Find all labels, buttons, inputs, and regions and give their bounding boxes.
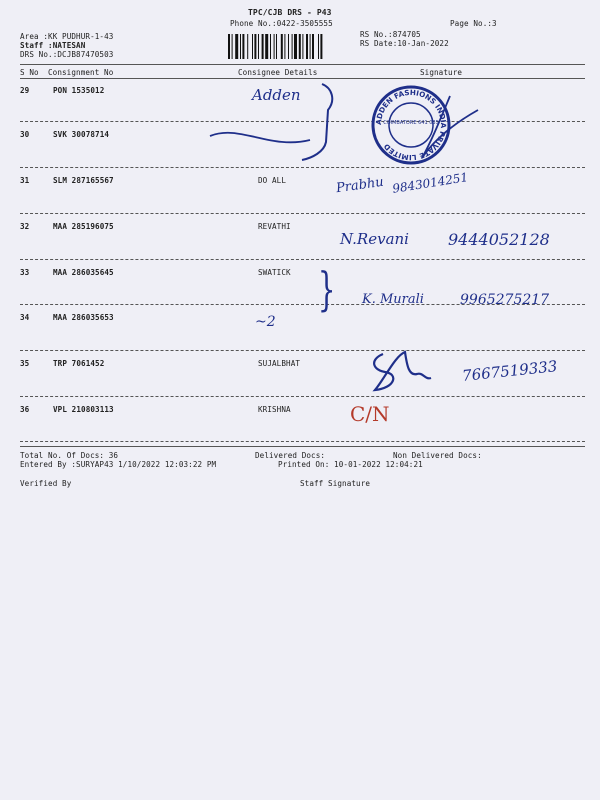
row-divider	[20, 350, 585, 351]
row-sno: 34	[20, 313, 30, 322]
row-divider	[20, 396, 585, 397]
phone-number: Phone No.:0422-3505555	[230, 19, 333, 28]
phone-row-31: 9843014251	[391, 170, 469, 196]
row-divider	[20, 213, 585, 214]
row-consignment: PON 1535012	[53, 86, 105, 95]
row-consignee: REVATHI	[258, 222, 291, 231]
row-consignee: DO ALL	[258, 176, 287, 185]
barcode-bar	[235, 34, 238, 59]
row-consignee: SWATICK	[258, 268, 291, 277]
name-row-33: K. Murali	[362, 292, 424, 307]
brace-icon: }	[317, 262, 336, 316]
barcode-bar	[310, 34, 311, 59]
phone-row-33: 9965275217	[460, 292, 550, 308]
signature-row-35	[365, 348, 435, 396]
footer-rule	[20, 446, 585, 447]
name-row-32: N.Revani	[340, 230, 409, 248]
drs-number: DRS No.:DCJB87470503	[20, 50, 114, 59]
col-s-no: S No	[20, 68, 39, 77]
barcode-bar	[228, 34, 230, 59]
non-delivered-docs: Non Delivered Docs:	[393, 451, 482, 460]
company-stamp	[370, 84, 452, 166]
barcode-bar	[262, 34, 264, 59]
rs-number: RS No.:874705	[360, 30, 421, 39]
barcode-bar	[265, 34, 268, 59]
delivered-docs: Delivered Docs:	[255, 451, 326, 460]
barcode-bar	[299, 34, 301, 59]
barcode-bar	[258, 34, 259, 59]
barcode-bar	[306, 34, 308, 59]
row-consignment: MAA 286035653	[53, 313, 114, 322]
barcode-bar	[242, 34, 244, 59]
barcode-bar	[274, 34, 275, 59]
row-divider	[20, 441, 585, 442]
stamp-inner-text: COIMBATORE 641 035	[383, 120, 439, 126]
col-consignment: Consignment No	[48, 68, 114, 77]
barcode-bar	[320, 34, 322, 59]
barcode-bar	[281, 34, 283, 59]
header-rule-top	[20, 64, 585, 65]
barcode-bar	[276, 34, 277, 59]
barcode-bar	[254, 34, 256, 59]
row-consignment: MAA 285196075	[53, 222, 114, 231]
stamp-outer-text: ADDEN FASHIONS INDIA PRIVATE LIMITED	[373, 87, 449, 163]
barcode-bar	[302, 34, 303, 59]
row-sno: 33	[20, 268, 30, 277]
row-sno: 29	[20, 86, 30, 95]
row-sno: 35	[20, 359, 30, 368]
row-consignee: SUJALBHAT	[258, 359, 301, 368]
barcode-bar	[270, 34, 271, 59]
header-rule-bottom	[20, 78, 585, 79]
row-consignment: VPL 210803113	[53, 405, 114, 414]
area-label: Area :KK PUDHUR-1-43	[20, 32, 114, 41]
barcode-bar	[292, 34, 293, 59]
row-sno: 36	[20, 405, 30, 414]
barcode	[228, 34, 354, 59]
signature-row-31: Prabhu	[335, 174, 385, 197]
row-consignment: TRP 7061452	[53, 359, 105, 368]
barcode-bar	[232, 34, 233, 59]
phone-row-35: 7667519333	[461, 357, 559, 385]
row-consignment: SLM 287165567	[53, 176, 114, 185]
barcode-bar	[294, 34, 297, 59]
barcode-bar	[288, 34, 289, 59]
rs-date: RS Date:10-Jan-2022	[360, 39, 449, 48]
barcode-bar	[247, 34, 248, 59]
row-consignee: KRISHNA	[258, 405, 291, 414]
barcode-bar	[252, 34, 253, 59]
col-consignee: Consignee Details	[238, 68, 318, 77]
row-sno: 30	[20, 130, 30, 139]
row-sno: 32	[20, 222, 30, 231]
signature-row-29: Adden	[252, 86, 301, 104]
phone-row-32: 9444052128	[448, 230, 550, 249]
barcode-bar	[312, 34, 314, 59]
sheet-title: TPC/CJB DRS - P43	[248, 8, 332, 17]
page-number: Page No.:3	[450, 19, 497, 28]
col-signature: Signature	[420, 68, 463, 77]
total-docs: Total No. Of Docs: 36	[20, 451, 119, 460]
staff-label: Staff :NATESAN	[20, 41, 86, 50]
row-divider	[20, 259, 585, 260]
entered-by: Entered By :SURYAP43 1/10/2022 12:03:22 PM	[20, 460, 217, 469]
barcode-bar	[318, 34, 319, 59]
barcode-bar	[284, 34, 285, 59]
scribble-row-34: ~2	[255, 314, 276, 330]
row-consignment: SVK 30078714	[53, 130, 110, 139]
barcode-bar	[240, 34, 241, 59]
row-sno: 31	[20, 176, 30, 185]
printed-on: Printed On: 10-01-2022 12:04:21	[278, 460, 423, 469]
staff-signature-label: Staff Signature	[300, 479, 371, 488]
verified-by: Verified By	[20, 479, 72, 488]
row-consignment: MAA 286035645	[53, 268, 114, 277]
cn-mark-row-36: C/N	[350, 402, 390, 426]
